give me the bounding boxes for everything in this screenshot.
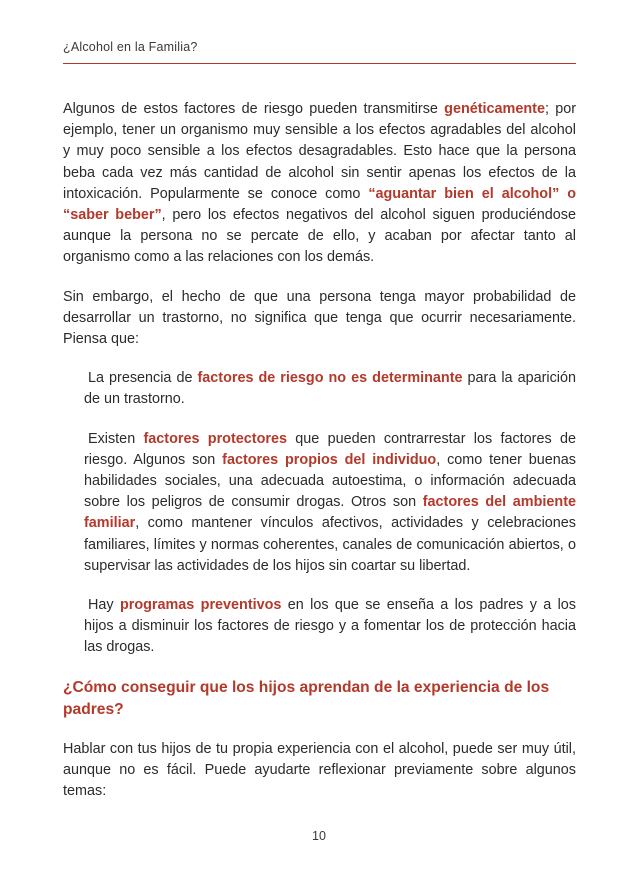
body-text [63,99,576,802]
page-number: 10 [312,829,326,843]
highlight-genetics: genéticamente [444,101,545,117]
paragraph-talk-with-children: Hablar con tus hijos de tu propia experiencia con el alcohol, puede ser muy útil, aunque no es fácil. Puede ayudarte reflexionar previamente sobre algunos temas: [63,740,576,800]
paragraph-genetics: Algunos de estos factores de riesgo pueden transmitirse genéticamente; por ejemplo, tener un organismo muy sensible a los efectos agradables del alcohol y muy poco sensible a los efectos desagradables. Esto hace que la persona beba cada vez más cantidad de alcohol sin sentir apenas los efectos de la intoxicación. Popularmente se conoce como “aguantar bien el alcohol” o “saber beber”, pero los efectos negativos del alcohol siguen produciéndose aunque la persona no se percate de ello, y acaban por afectar tanto al organismo como a las relaciones con los demás. [63,101,577,266]
section-question-heading: ¿Cómo conseguir que los hijos aprendan de la experiencia de los padres? [63,678,550,718]
paragraph-risk-not-determinant: La presencia de factores de riesgo no es determinante para la aparición de un trastorno. [84,370,576,408]
header-rule [63,63,576,64]
highlight-protective-factors: factores protectores [143,430,287,447]
running-header: ¿Alcohol en la Familia? [63,40,198,54]
paragraph-prevention-programs: Hay programas preventivos en los que se enseña a los padres y a los hijos a disminuir los factores de riesgo y a fomentar los de protección hacia las drogas. [84,597,576,656]
highlight-individual-factors: factores propios del individuo [222,451,437,468]
highlight-tolerance: “aguantar bien el alcohol” o “saber beber” [63,185,577,224]
highlight-family-factors: factores del ambiente familiar [84,494,576,532]
highlight-risk-not-determinant: factores de riesgo no es determinante [197,370,463,387]
highlight-prevention-programs: programas preventivos [119,597,282,614]
paragraph-probability: Sin embargo, el hecho de que una persona tenga mayor probabilidad de desarrollar un trastorno, no significa que tenga que ocurrir necesariamente. Piensa que: [63,288,576,348]
paragraph-protective-factors: Existen factores protectores que pueden contrarrestar los factores de riesgo. Algunos son factores propios del individuo, como tener buenas habilidades sociales, una adecuada autoestima, o información adecuada sobre los peligros de consumir drogas. Otros son factores del ambiente familiar, como mantener vínculos afectivos, actividades y celebraciones familiares, límites y normas coherentes, canales de comunicación abiertos, o supervisar las actividades de los hijos sin coartar su libertad. [84,430,576,574]
